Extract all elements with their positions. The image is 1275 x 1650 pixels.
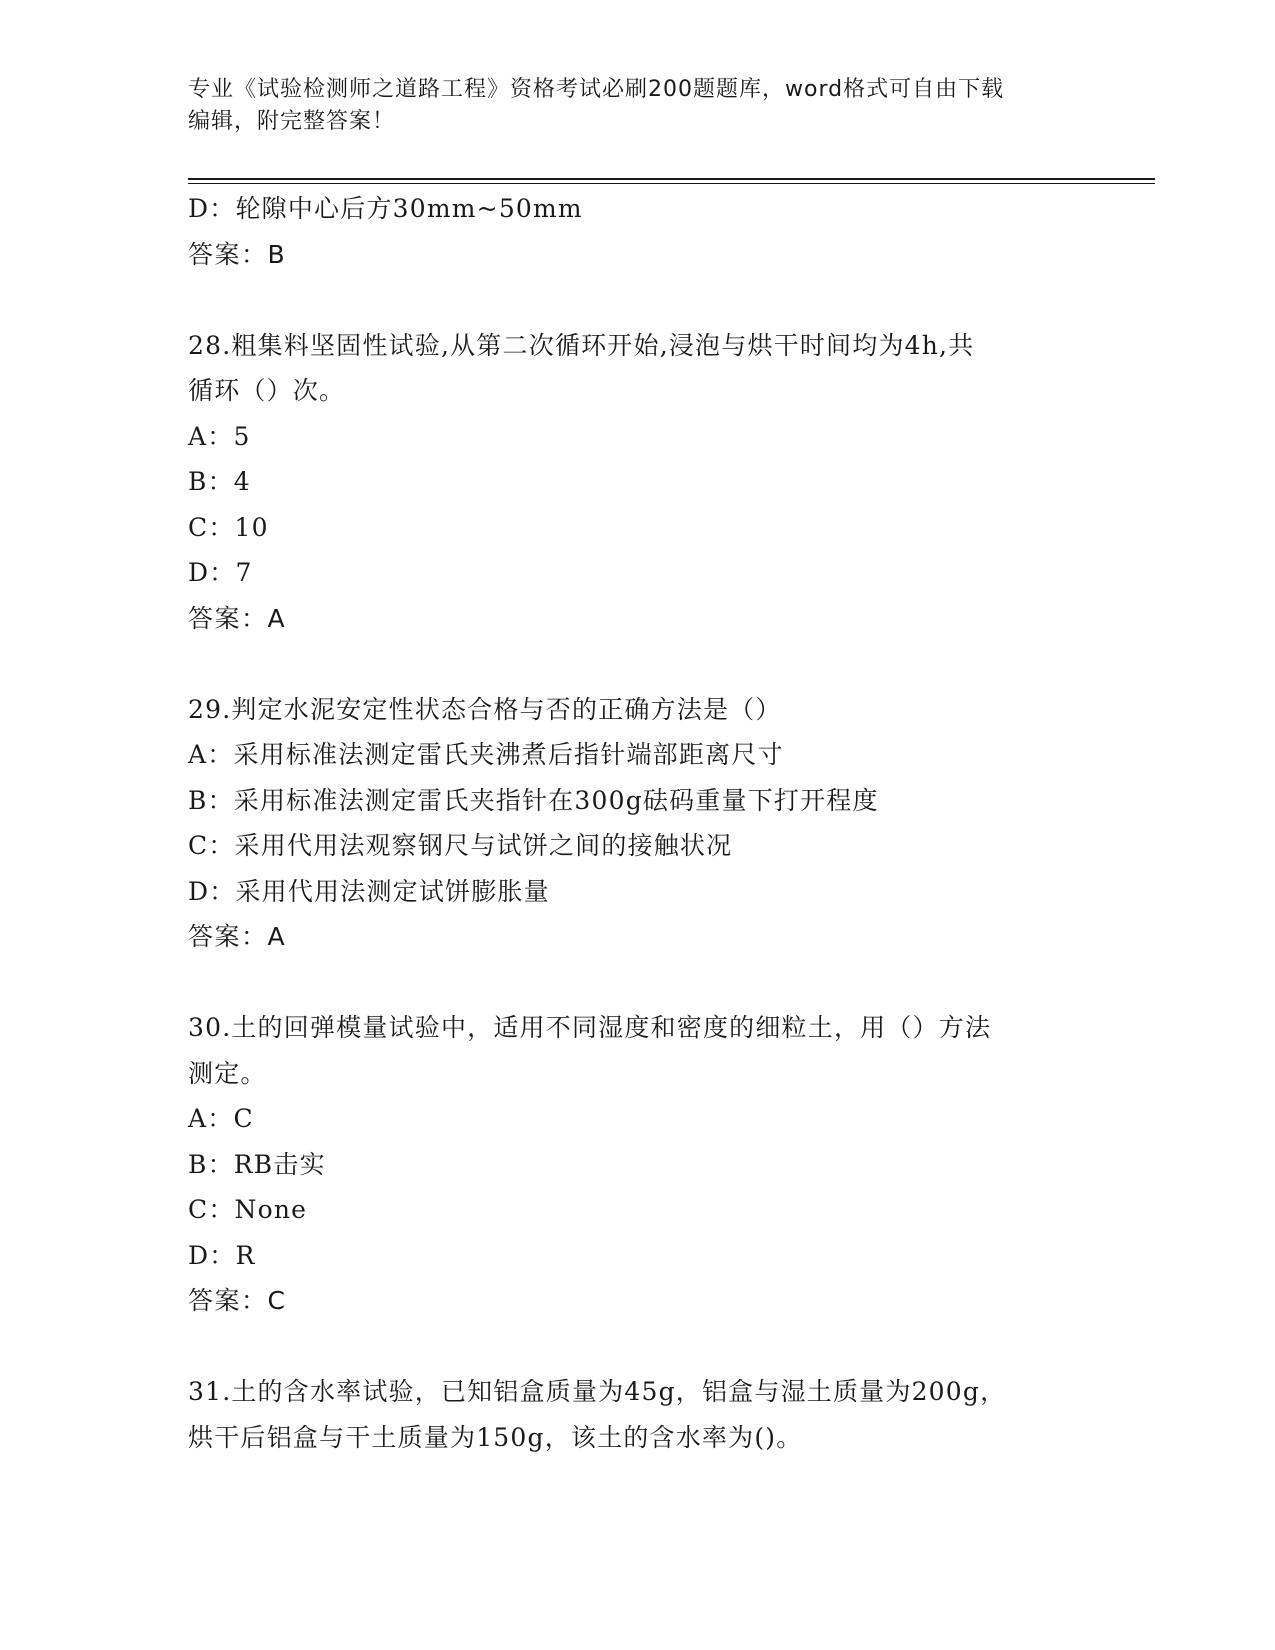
question-30 — [188, 1005, 1088, 1324]
header-divider-thick — [188, 178, 1155, 180]
option-d: D：采用代用法测定试饼膨胀量 — [188, 876, 550, 906]
question-stem-line: 31.土的含水率试验，已知铝盒质量为45g，铝盒与湿土质量为200g， — [188, 1377, 1007, 1406]
question-stem-line: 烘干后铝盒与干土质量为150g，该土的含水率为()。 — [188, 1422, 803, 1452]
answer: 答案：A — [188, 603, 287, 633]
spacer — [188, 1324, 1088, 1370]
option-c: C：采用代用法观察钢尺与试饼之间的接触状况 — [188, 831, 733, 860]
question-stem-line: 29.判定水泥安定性状态合格与否的正确方法是（） — [188, 694, 782, 724]
option-b: B：采用标准法测定雷氏夹指针在300g砝码重量下打开程度 — [188, 785, 879, 815]
option-a: A：5 — [188, 421, 251, 451]
spacer — [188, 641, 1088, 687]
q27-option-d: D：轮隙中心后方30mm~50mm — [188, 194, 583, 223]
option-b: B：RB击实 — [188, 1149, 326, 1179]
option-c: C：None — [188, 1195, 308, 1224]
option-d: D：7 — [188, 558, 253, 587]
question-stem-line: 30.土的回弹模量试验中，适用不同湿度和密度的细粒土，用（）方法 — [188, 1013, 992, 1042]
option-b: B：4 — [188, 467, 251, 496]
question-list — [188, 186, 1088, 1460]
document-header — [188, 74, 1088, 138]
answer: 答案：C — [188, 1286, 287, 1315]
question-stem-line: 测定。 — [188, 1058, 267, 1088]
answer: 答案：A — [188, 922, 287, 951]
question-29 — [188, 687, 1088, 960]
header-line-1: 专业《试验检测师之道路工程》资格考试必刷200题题库，word格式可自由下载 — [188, 77, 1005, 102]
option-c: C：10 — [188, 512, 269, 542]
option-a: A：C — [188, 1104, 254, 1133]
option-a: A：采用标准法测定雷氏夹沸煮后指针端部距离尺寸 — [188, 740, 784, 769]
header-divider-thin — [188, 183, 1155, 184]
spacer — [188, 277, 1088, 323]
header-line-2: 编辑，附完整答案！ — [188, 109, 396, 134]
question-stem-line: 循环（）次。 — [188, 376, 346, 405]
question-28 — [188, 323, 1088, 642]
question-31 — [188, 1369, 1088, 1460]
option-d: D：R — [188, 1240, 256, 1270]
q27-answer: 答案：B — [188, 239, 287, 269]
spacer — [188, 960, 1088, 1006]
question-stem-line: 28.粗集料坚固性试验,从第二次循环开始,浸泡与烘干时间均为4h,共 — [188, 330, 975, 360]
